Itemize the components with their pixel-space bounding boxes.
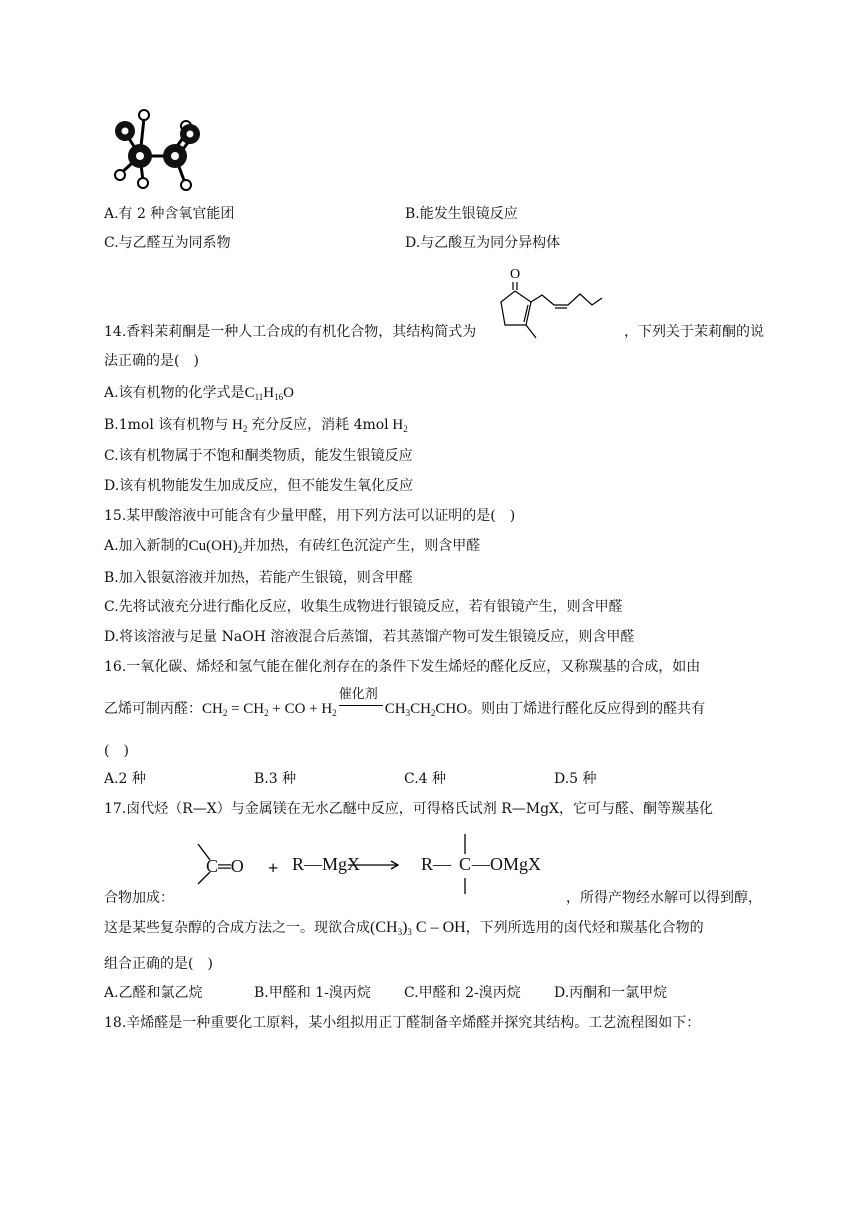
q17-option-a: A.乙醛和氯乙烷 xyxy=(104,985,203,1001)
q16-stem-2: 乙烯可制丙醛：$CH_2 = CH_2$ + CO + $H_2$ 催化剂 $CH_3CH_2CHO$。则由丁烯进行醛化反应得到的醛共有 xyxy=(104,687,706,718)
q16-stem-3: ( ) xyxy=(104,743,129,759)
q16-option-a: A.2 种 xyxy=(104,771,146,787)
q17-option-d: D.丙酮和一氯甲烷 xyxy=(554,985,668,1001)
product-omgx: —OMgX xyxy=(472,854,542,874)
q14-stem-3: 法正确的是( ) xyxy=(104,353,199,369)
product-carbon: C xyxy=(459,854,472,874)
q15-option-b: B.加入银氨溶液并加热，若能产生银镜，则含甲醛 xyxy=(104,570,413,586)
plus-sign: + xyxy=(268,858,279,878)
q16-option-c: C.4 种 xyxy=(404,771,447,787)
q17-option-c: C.甲醛和 2-溴丙烷 xyxy=(404,985,521,1001)
q17-stem-4: 组合正确的是( ) xyxy=(104,956,213,972)
q16-option-b: B.3 种 xyxy=(254,771,297,787)
q17-stem-3: 这是某些复杂醇的合成方法之一。现欲合成$(CH_3)_3$ C – OH，下列所选用的卤代烃和羰基化合物的 xyxy=(104,919,704,937)
q15-stem: 15.某甲酸溶液中可能含有少量甲醛，用下列方法可以证明的是( ) xyxy=(104,508,516,524)
q13-option-a: A.有 2 种含氧官能团 xyxy=(104,206,235,222)
q13-option-d: D.与乙酸互为同分异构体 xyxy=(405,235,561,251)
q15-option-a: A.加入新制的$Cu(OH)_2$并加热，有砖红色沉淀产生，则含甲醛 xyxy=(104,538,481,555)
jasmone-structure xyxy=(498,262,610,342)
q14-stem-2: ，下列关于茉莉酮的说 xyxy=(624,324,764,340)
q14-stem-1: 14.香料茉莉酮是一种人工合成的有机化合物，其结构简式为 xyxy=(104,324,477,340)
q17-option-b: B.甲醛和 1-溴丙烷 xyxy=(254,985,371,1001)
q16-stem-1: 16.一氧化碳、烯烃和氢气能在催化剂存在的条件下发生烯烃的醛化反应，又称羰基的合成，如由 xyxy=(104,659,701,675)
catalyst-label: 催化剂 xyxy=(338,687,378,702)
carbonyl-group: C═O xyxy=(206,856,244,876)
q14-option-c: C.该有机物属于不饱和酮类物质，能发生银镜反应 xyxy=(104,448,413,464)
q16-option-d: D.5 种 xyxy=(554,771,597,787)
q17-stem-1: 17.卤代烃（R—X）与金属镁在无水乙醚中反应，可得格氏试剂 R—MgX，它可与醛、酮等羰基化 xyxy=(104,801,714,817)
q13-option-b: B.能发生银镜反应 xyxy=(405,206,518,222)
reaction-arrow-line xyxy=(339,705,383,706)
grignard-reaction xyxy=(188,830,560,896)
product-r-group: R— xyxy=(421,854,452,874)
svg-text:O: O xyxy=(510,267,521,282)
q17-stem-2b: ，所得产物经水解可以得到醇， xyxy=(566,890,762,906)
grignard-reagent: R—MgX xyxy=(292,854,361,874)
q17-stem-2a: 合物加成： xyxy=(104,890,174,906)
q18-stem: 18.辛烯醛是一种重要化工原料，某小组拟用正丁醛制备辛烯醛并探究其结构。工艺流程图如下： xyxy=(104,1015,701,1031)
q15-option-d: D.将该溶液与足量 NaOH 溶液混合后蒸馏，若其蒸馏产物可发生银镜反应，则含甲醛 xyxy=(104,629,635,645)
ball-stick-model xyxy=(108,106,208,192)
q13-option-c: C.与乙醛互为同系物 xyxy=(104,235,231,251)
q15-option-c: C.先将试液充分进行酯化反应，收集生成物进行银镜反应，若有银镜产生，则含甲醛 xyxy=(104,599,623,615)
q14-option-a: A.该有机物的化学式是$C_{11}H_{16}O$ xyxy=(104,385,294,402)
q14-option-b: B.1mol 该有机物与 $H_2$ 充分反应，消耗 4mol $H_2$ xyxy=(104,417,408,434)
q14-option-d: D.该有机物能发生加成反应，但不能发生氧化反应 xyxy=(104,478,414,494)
